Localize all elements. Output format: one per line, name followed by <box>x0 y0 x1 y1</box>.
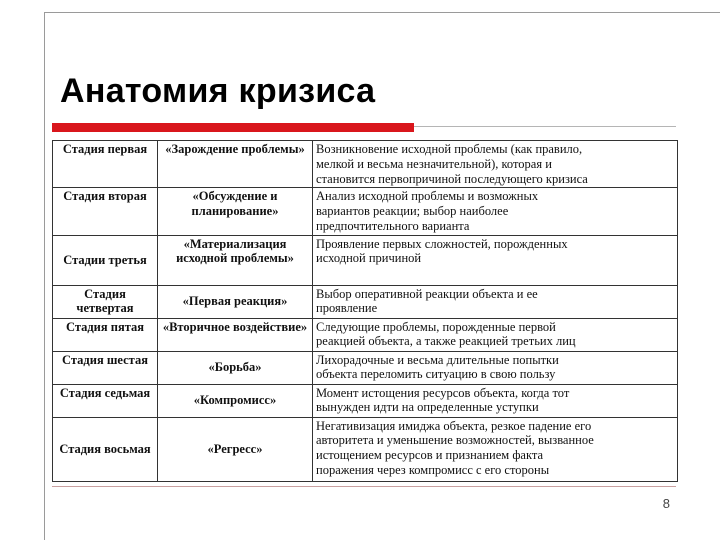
stage-name-cell: «Регресс» <box>158 417 313 481</box>
stage-description-cell: Выбор оперативной реакции объекта и ее проявление <box>313 285 678 318</box>
table-row <box>53 285 678 318</box>
stage-name-cell: «Первая реакция» <box>158 285 313 318</box>
stage-cell: Стадия четвертая <box>53 285 158 318</box>
frame-left-rule <box>44 12 45 540</box>
stage-name-cell: «Материализация исходной проблемы» <box>158 235 313 285</box>
stage-cell: Стадия первая <box>53 141 158 188</box>
table-row <box>53 417 678 481</box>
table-row <box>53 318 678 351</box>
crisis-stages-table <box>52 140 678 482</box>
stage-description-cell: Анализ исходной проблемы и возможных вариантов реакции; выбор наиболее предпочтительного варианта <box>313 188 678 235</box>
stage-name-cell: «Обсуждение и планирование» <box>158 188 313 235</box>
stage-description-cell: Возникновение исходной проблемы (как правило, мелкой и весьма незначительной), которая и становится первопричиной последующего кризиса <box>313 141 678 188</box>
stage-name-cell: «Зарождение проблемы» <box>158 141 313 188</box>
stage-cell: Стадии третья <box>53 235 158 285</box>
stage-description-cell: Лихорадочные и весьма длительные попытки объекта переломить ситуацию в свою пользу <box>313 351 678 384</box>
stage-name-cell: «Компромисс» <box>158 384 313 417</box>
page-number: 8 <box>662 496 670 511</box>
stage-name-cell: «Вторичное воздействие» <box>158 318 313 351</box>
stage-cell: Стадия вторая <box>53 188 158 235</box>
stage-description-cell: Негативизация имиджа объекта, резкое падение его авторитета и уменьшение возможностей, вызванное истощением ресурсов и признанием факта поражения через компромисс с его стороны <box>313 417 678 481</box>
stage-name-cell: «Борьба» <box>158 351 313 384</box>
table-row <box>53 235 678 285</box>
table-row <box>53 188 678 235</box>
table-row <box>53 351 678 384</box>
stage-description-cell: Проявление первых сложностей, порожденных исходной причиной <box>313 235 678 285</box>
stage-cell: Стадия седьмая <box>53 384 158 417</box>
table-row <box>53 141 678 188</box>
slide-title: Анатомия кризиса <box>60 72 376 110</box>
title-underline <box>414 126 676 127</box>
stage-cell: Стадия пятая <box>53 318 158 351</box>
footer-rule <box>52 486 676 487</box>
stage-description-cell: Следующие проблемы, порожденные первой реакцией объекта, а также реакцией третьих лиц <box>313 318 678 351</box>
table-row <box>53 384 678 417</box>
stage-cell: Стадия восьмая <box>53 417 158 481</box>
stage-description-cell: Момент истощения ресурсов объекта, когда тот вынужден идти на определенные уступки <box>313 384 678 417</box>
frame-top-rule <box>44 12 720 13</box>
stage-cell: Стадия шестая <box>53 351 158 384</box>
title-accent-bar <box>52 123 414 132</box>
